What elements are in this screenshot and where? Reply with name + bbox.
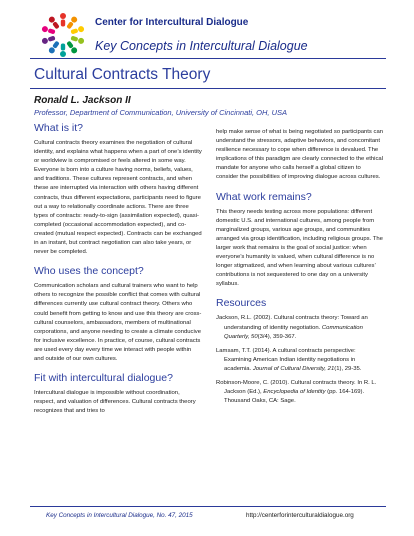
paragraph-what-is-it: Cultural contracts theory examines the negotiation of cultural identity, and explains what happens when a part of one’s identity or worldview is compromised or feels altered in some way. Everyone is born into a culture having norms, beliefs, values, and traditions. These cultures represent contracts, and when these are interrupted via interaction with others having different contracts, thus different expectations, participants need to figure out a way to relationally coordinate actions. There are three types of contracts: ready-to-sign (assimilation expected), quasi-completed (occasional accommodation expected), and co-created (mutual respect expected). Contracts can be exchanged in an instant, but contract negotiation can also take years, or never be completed. [34, 140, 202, 256]
heading-who-uses: Who uses the concept? [34, 265, 144, 278]
heading-fit: Fit with intercultural dialogue? [34, 372, 173, 385]
author-name: Ronald L. Jackson II [34, 95, 131, 106]
paragraph-who-uses: Communication scholars and cultural trainers who want to help others to recognize the possible conflict that comes with cultural differences currently use cultural contract theory. Others who could benefit from getting to know and use this theory are cross-cultural counselors, ambassadors, members of multinational corporations, and anyone needing to create a climate conducive for inclusive excellence. In practice, of course, cultural contracts are used every day every time we interact with people within and outside of our own cultures. [34, 283, 202, 362]
header-divider [30, 58, 386, 59]
author-affiliation: Professor, Department of Communication, University of Cincinnati, OH, USA [34, 108, 288, 117]
series-title: Key Concepts in Intercultural Dialogue [95, 39, 308, 53]
heading-resources: Resources [216, 297, 267, 310]
heading-what-work: What work remains? [216, 190, 312, 203]
reference-item: Jackson, R.L. (2002). Cultural contracts theory: Toward an understanding of identity negotiation. Communication Quarterly, 50(3/4), 359-367. [216, 315, 368, 340]
footer-divider [30, 506, 386, 507]
circular-figures-logo-icon [38, 10, 88, 60]
footer-citation: Key Concepts in Intercultural Dialogue, No. 47, 2015 [46, 512, 193, 519]
right-column [216, 128, 384, 411]
article-title: Cultural Contracts Theory [34, 66, 211, 83]
paragraph-fit-continued: help make sense of what is being negotiated so participants can understand the stressors, adaptive behaviors, and concomitant resilience necessary to cope when difference is devalued. The implications of this paradigm are clearly connected to the ethical mandate for anyone who calls herself a global citizen to consider the possibilities of improving dialogue across cultures. [216, 129, 384, 181]
organization-name: Center for Intercultural Dialogue [95, 17, 249, 28]
reference-item: Robinson-Moore, C. (2010). Cultural contracts theory. In R. L. Jackson (Ed.), Encyclopedia of Identity (pp. 164-169). Thousand Oaks, CA: Sage. [216, 379, 377, 405]
heading-what-is-it: What is it? [34, 122, 84, 134]
footer-url-link[interactable]: http://centerforinterculturaldialogue.org [246, 512, 354, 519]
left-column [34, 122, 202, 416]
paragraph-fit: Intercultural dialogue is impossible without coordination, respect, and valuation of differences. Cultural contracts theory recognizes that and tries to [34, 390, 196, 415]
reference-item: Lamsam, T.T. (2014). A cultural contracts perspective: Examining American Indian identity negotiations in academia. Journal of Cultural Diversity, 21(1), 29-35. [216, 347, 362, 372]
paragraph-what-work: This theory needs testing across more populations: different domestic U.S. and international cultures, among people from marginalized groups, various age groups, and communities arranged via group identification, including religious groups. The larger work that remains is the goal of social justice: when everyone’s humanity is valued, when cultural difference is no longer stigmatized, and when learning about various cultures’ contributions is not sequestered to one day on a university syllabus. [216, 208, 383, 288]
title-divider [30, 88, 386, 89]
